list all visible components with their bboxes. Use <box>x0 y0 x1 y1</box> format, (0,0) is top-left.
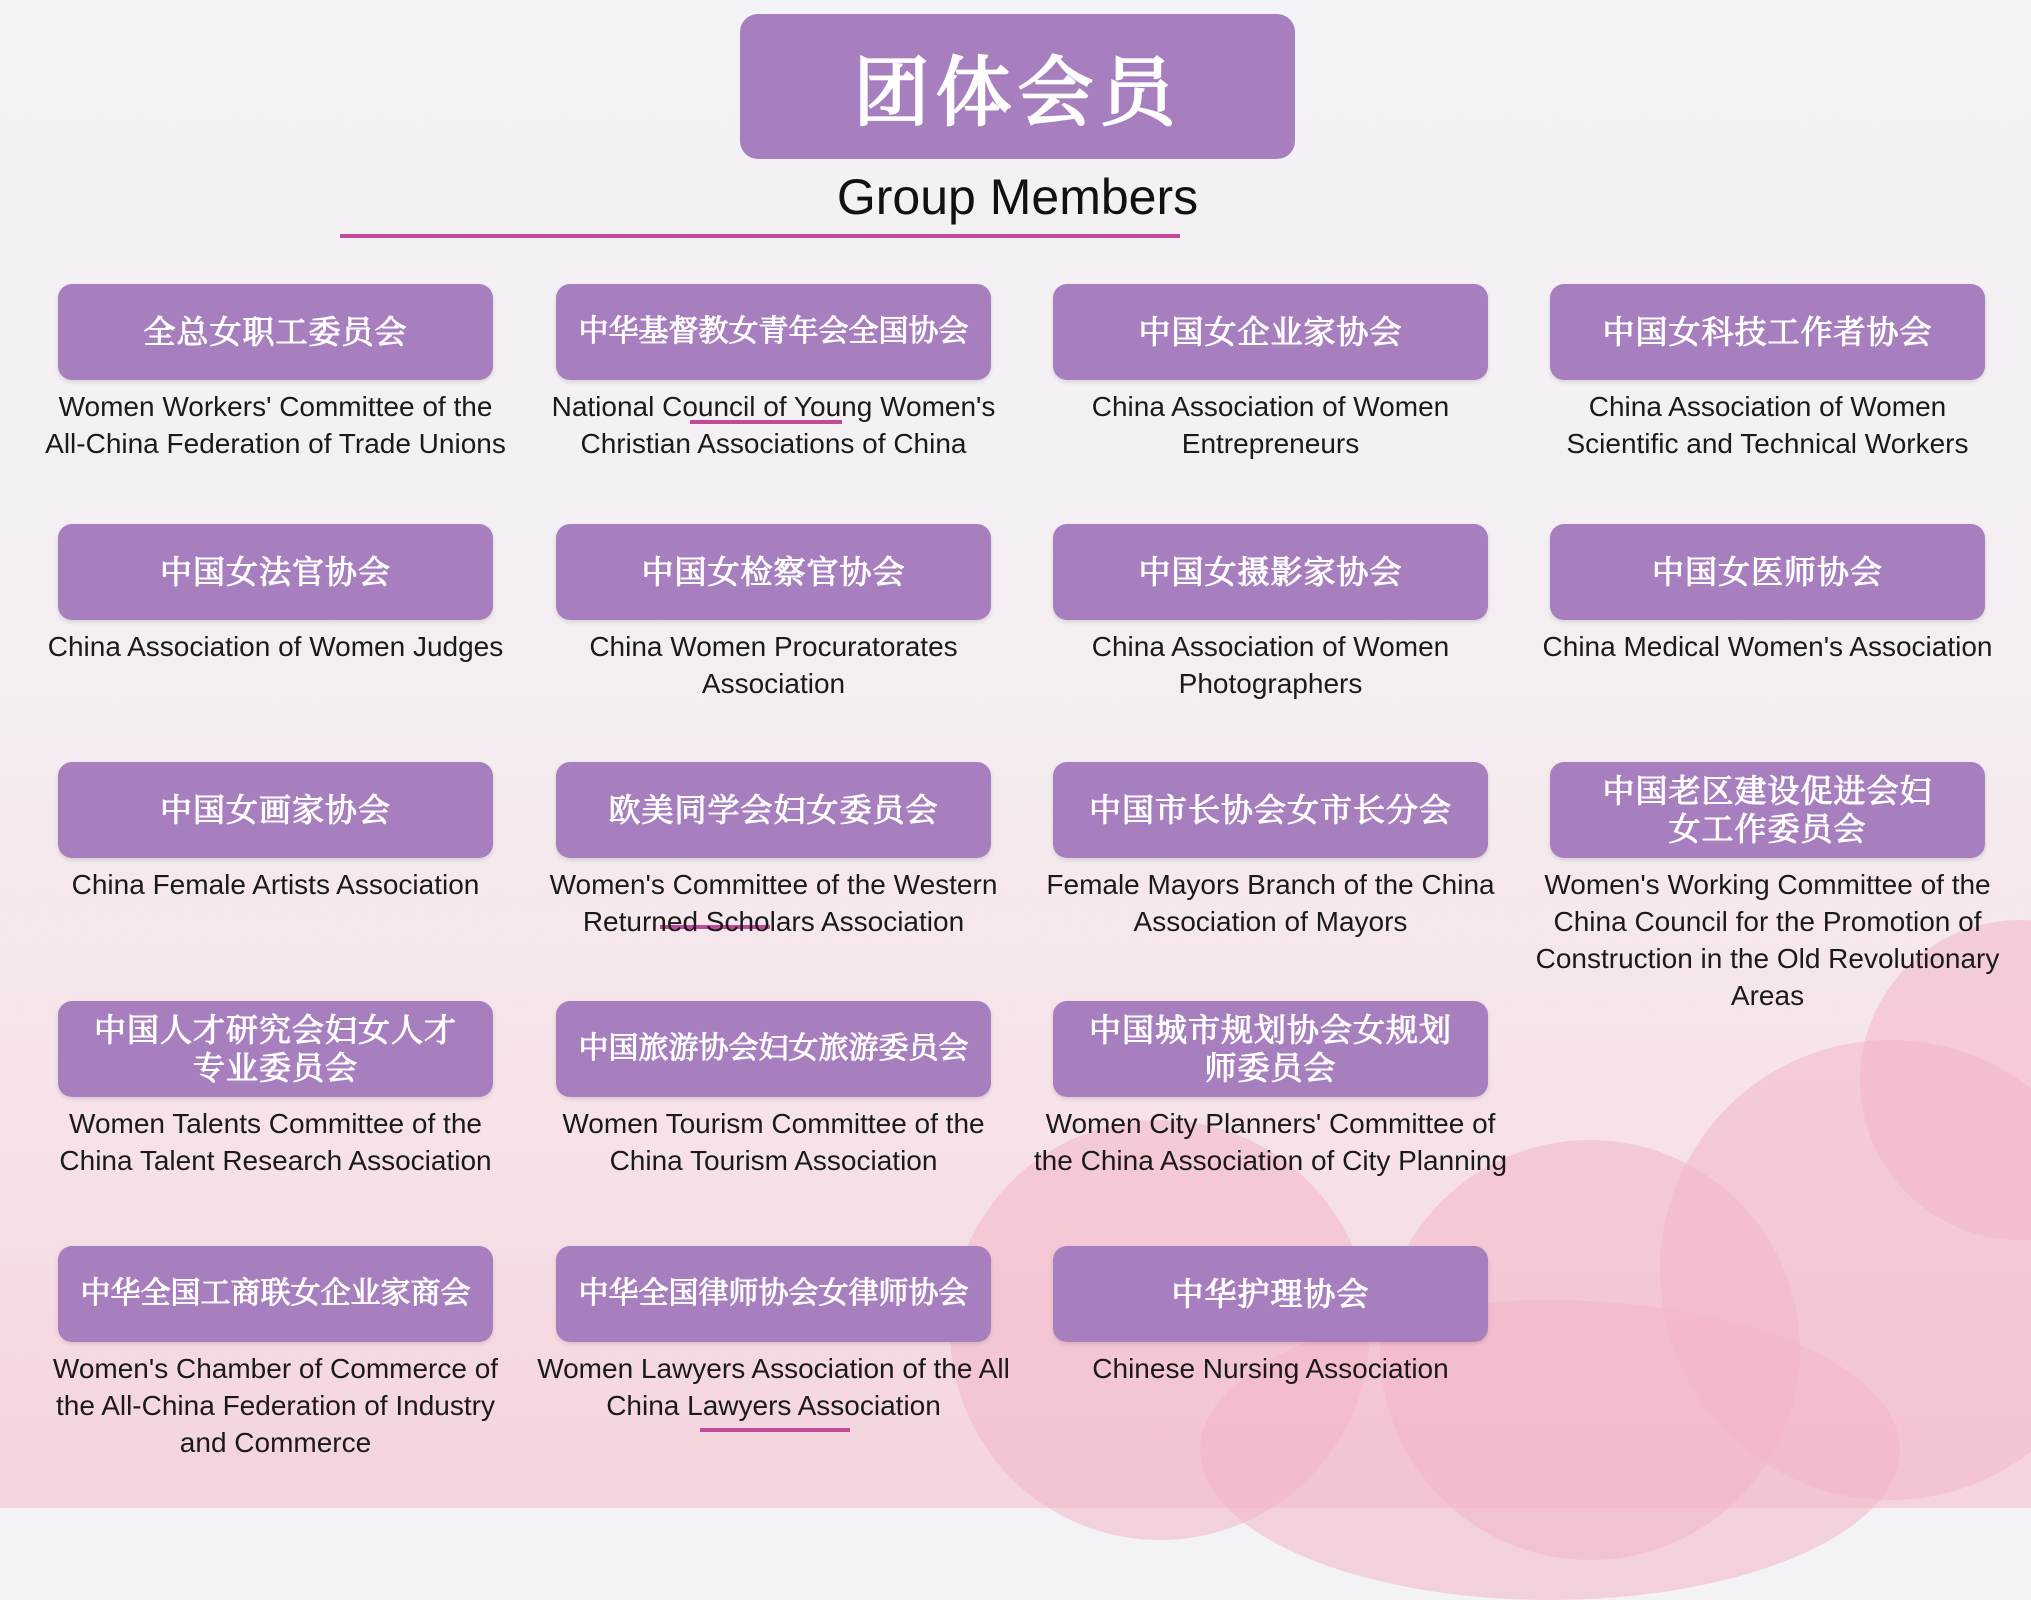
member-name-cn: 中国旅游协会妇女旅游委员会 <box>556 1001 991 1097</box>
member-card <box>58 762 493 903</box>
member-card <box>1535 762 2000 1014</box>
member-name-en: Female Mayors Branch of the China Association of Mayors <box>1046 869 1495 937</box>
member-card <box>556 524 991 702</box>
member-name-cn: 欧美同学会妇女委员会 <box>556 762 991 858</box>
member-name-cn: 中国老区建设促进会妇女工作委员会 <box>1550 762 1985 858</box>
member-name-cn: 中国女检察官协会 <box>556 524 991 620</box>
member-name-cn: 中国市长协会女市长分会 <box>1053 762 1488 858</box>
member-card <box>1550 284 1985 462</box>
member-name-en: Women's Committee of the Western Returned Scholars Association <box>549 869 998 937</box>
member-name-cn: 中国女科技工作者协会 <box>1550 284 1985 380</box>
member-card <box>52 1246 499 1461</box>
title-underline <box>340 234 1180 238</box>
member-card <box>58 1001 493 1179</box>
member-card <box>47 524 504 665</box>
member-name-cn: 全总女职工委员会 <box>58 284 493 380</box>
member-name-en: China Association of Women Judges <box>47 631 504 662</box>
page-title-cn: 团体会员 <box>740 14 1295 159</box>
member-name-en: National Council of Young Women's Christian Associations of China <box>551 391 996 459</box>
member-name-en: China Female Artists Association <box>71 869 480 900</box>
member-name-cn: 中华基督教女青年会全国协会 <box>556 284 991 380</box>
member-name-en: Women City Planners' Committee of the China Association of City Planning <box>1033 1108 1508 1176</box>
decorative-underline <box>700 1428 850 1432</box>
member-name-en: Women Workers' Committee of the All-China Federation of Trade Unions <box>45 391 506 459</box>
member-name-en: Women's Chamber of Commerce of the All-China Federation of Industry and Commerce <box>52 1353 499 1458</box>
member-name-cn: 中华护理协会 <box>1053 1246 1488 1342</box>
member-card <box>1053 1246 1488 1387</box>
member-name-en: Women Lawyers Association of the All China Lawyers Association <box>537 1353 1010 1421</box>
member-name-cn: 中国城市规划协会女规划师委员会 <box>1053 1001 1488 1097</box>
member-card <box>1046 762 1495 940</box>
member-name-en: China Medical Women's Association <box>1542 631 1993 662</box>
member-card <box>549 762 998 940</box>
member-card <box>556 1001 991 1179</box>
page-title-en: Group Members <box>836 169 1199 225</box>
member-name-cn: 中华全国工商联女企业家商会 <box>58 1246 493 1342</box>
member-name-cn: 中国女画家协会 <box>58 762 493 858</box>
member-name-cn: 中国人才研究会妇女人才专业委员会 <box>58 1001 493 1097</box>
member-name-en: Chinese Nursing Association <box>1092 1353 1449 1384</box>
member-name-cn: 中国女法官协会 <box>58 524 493 620</box>
member-name-en: China Association of Women Photographers <box>1091 631 1450 699</box>
member-name-en: Women Tourism Committee of the China Tourism Association <box>562 1108 985 1176</box>
member-name-en: China Association of Women Scientific and Technical Workers <box>1566 391 1969 459</box>
member-name-cn: 中国女医师协会 <box>1550 524 1985 620</box>
member-name-cn: 中国女摄影家协会 <box>1053 524 1488 620</box>
member-card <box>1033 1001 1508 1179</box>
member-name-en: Women Talents Committee of the China Talent Research Association <box>59 1108 492 1176</box>
member-name-cn: 中华全国律师协会女律师协会 <box>556 1246 991 1342</box>
member-card <box>537 1246 1010 1424</box>
member-card <box>45 284 506 462</box>
member-name-en: China Women Procuratorates Association <box>589 631 958 699</box>
member-name-en: China Association of Women Entrepreneurs <box>1091 391 1450 459</box>
member-name-cn: 中国女企业家协会 <box>1053 284 1488 380</box>
member-card <box>551 284 996 462</box>
member-card <box>1542 524 1993 665</box>
member-name-en: Women's Working Committee of the China Council for the Promotion of Construction in the Old Revolutionary Areas <box>1535 869 2000 1011</box>
member-card <box>1053 524 1488 702</box>
member-card <box>1053 284 1488 462</box>
